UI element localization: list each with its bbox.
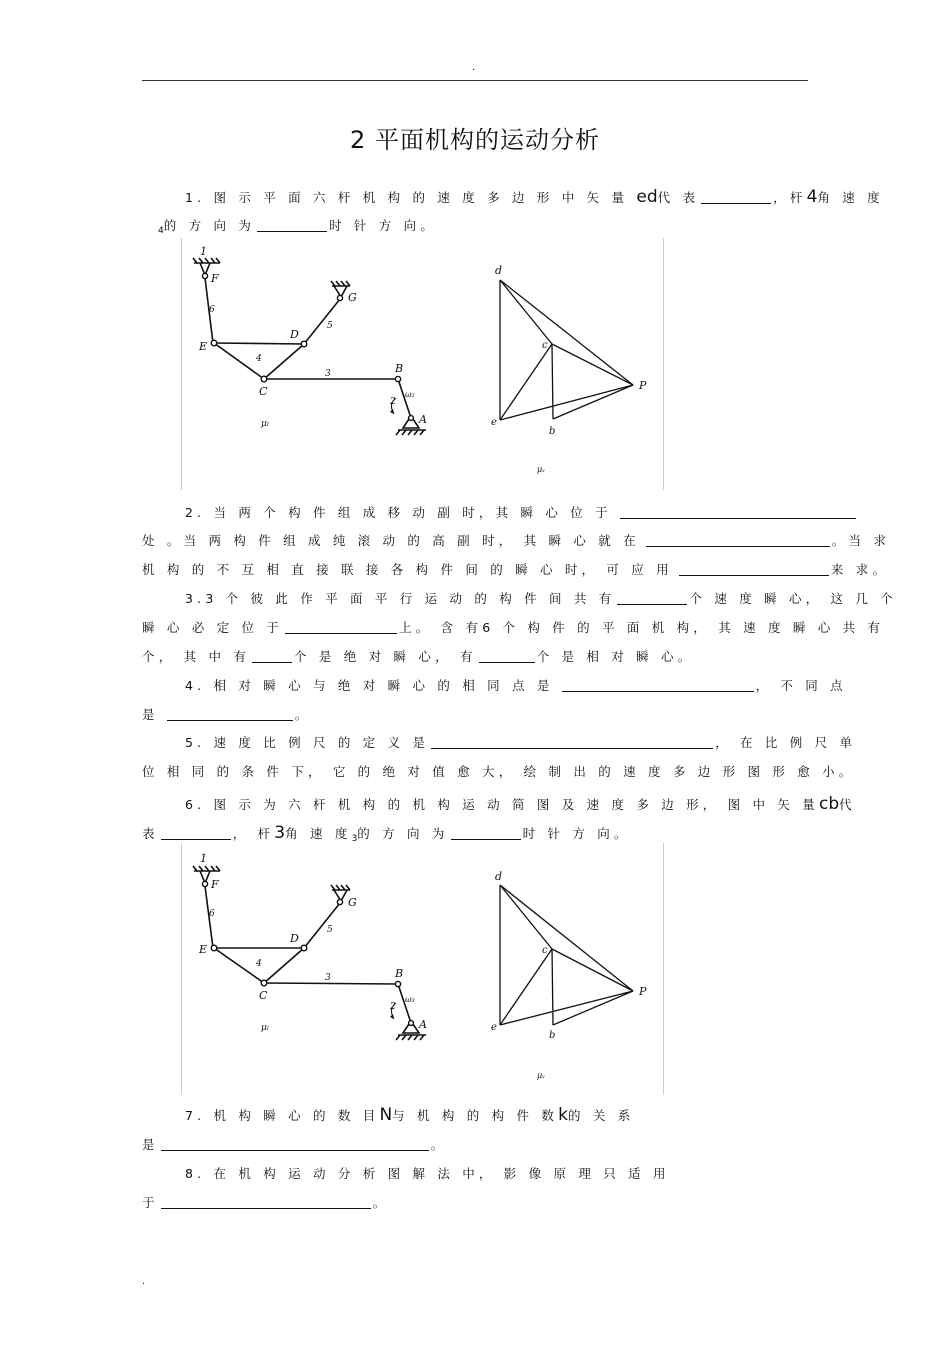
label-pe-b: e xyxy=(491,1022,497,1033)
label-pp-b: P xyxy=(639,985,647,998)
mechanism-diagram-1 xyxy=(182,238,663,490)
q7-text: 7. 机 构 瞬 心 的 数 目 xyxy=(185,1108,380,1123)
q6-text-d: ， 杆 xyxy=(232,826,275,841)
label-link-6-b: 6 xyxy=(209,909,215,919)
q2-line2 xyxy=(142,531,891,549)
q7-text-b: 与 机 构 的 构 件 数 xyxy=(392,1108,559,1123)
header-mark: . xyxy=(472,62,476,73)
q6-text-f: 的 方 向 为 xyxy=(357,826,449,841)
q3-text: 3.3 个 彼 此 作 平 面 平 行 运 动 的 构 件 间 共 有 xyxy=(185,591,616,606)
q7-text-c: 的 关 系 xyxy=(567,1108,635,1123)
footer-mark: . xyxy=(142,1276,146,1287)
q3-blank-3[interactable] xyxy=(252,650,292,663)
q3-line3 xyxy=(142,647,808,665)
label-pc-b: c xyxy=(542,945,548,956)
q5-blank-1[interactable] xyxy=(431,736,713,749)
label-G: G xyxy=(348,291,357,304)
label-mu-v: μᵥ xyxy=(537,465,546,474)
q6-text-c: 表 xyxy=(142,826,159,841)
q2-line1 xyxy=(185,503,808,521)
q5-line2 xyxy=(142,762,856,780)
q6-text-g: 时 针 方 向。 xyxy=(522,826,631,841)
label-D: D xyxy=(290,328,299,341)
q8-line2 xyxy=(142,1193,808,1211)
q2-blank-3[interactable] xyxy=(679,563,829,576)
label-link-4-b: 4 xyxy=(256,959,262,969)
q2-text-b: 处 。当 两 构 件 组 成 纯 滚 动 的 高 副 时， 其 瞬 心 就 在 xyxy=(142,533,640,548)
q1-text-c: ，杆 xyxy=(773,190,807,205)
q7-line2 xyxy=(142,1135,808,1153)
mechanism-diagram-2 xyxy=(182,843,663,1095)
q6-text-e: 角 速 度 xyxy=(285,826,352,841)
label-pb: b xyxy=(549,426,556,437)
figure-1 xyxy=(181,238,664,490)
label-C-b: C xyxy=(259,989,268,1002)
q4-line2 xyxy=(142,705,808,723)
q2-blank-2[interactable] xyxy=(646,534,830,547)
q1-subscript: 4 xyxy=(158,226,164,236)
label-A-b: A xyxy=(419,1018,427,1031)
q8-text-b: 于 xyxy=(142,1195,159,1210)
q4-blank-1[interactable] xyxy=(562,679,754,692)
label-pb-b: b xyxy=(549,1030,556,1041)
q1-blank-1[interactable] xyxy=(701,191,771,204)
q2-text: 2. 当 两 个 构 件 组 成 移 动 副 时，其 瞬 心 位 于 xyxy=(185,505,612,520)
q2-line3 xyxy=(142,560,890,578)
label-joint-1: 1 xyxy=(200,245,207,258)
q6-blank-1[interactable] xyxy=(161,827,231,840)
label-G-b: G xyxy=(348,896,357,909)
label-D-b: D xyxy=(290,932,299,945)
label-mu-l-b: μₗ xyxy=(261,1023,270,1033)
q3-line1 xyxy=(185,589,897,607)
label-omega2-b: ω₂ xyxy=(405,995,415,1004)
figure-2 xyxy=(181,843,664,1095)
q8-blank-1[interactable] xyxy=(161,1196,371,1209)
page-title: 2 平面机构的运动分析 xyxy=(350,126,600,154)
q3-text-f: 个 是 绝 对 瞬 心， 有 xyxy=(294,649,477,664)
q7-blank-1[interactable] xyxy=(161,1138,429,1151)
q2-text-d: 机 构 的 不 互 相 直 接 联 接 各 构 件 间 的 瞬 心 时， 可 应 用 xyxy=(142,562,673,577)
q6-link-number: 3 xyxy=(274,823,286,843)
q1-text-d: 角 速 度 xyxy=(817,190,884,205)
q4-line1 xyxy=(185,676,847,694)
label-F-b: F xyxy=(211,878,219,891)
q4-blank-2[interactable] xyxy=(167,708,293,721)
label-link-3: 3 xyxy=(325,369,331,379)
label-pc: c xyxy=(542,340,548,351)
label-link-5-b: 5 xyxy=(327,925,333,935)
q2-text-e: 来 求。 xyxy=(830,562,890,577)
label-link-3-b: 3 xyxy=(325,973,331,983)
q3-text-g: 个 是 相 对 瞬 心。 xyxy=(536,649,695,664)
q6-text-b: 代 xyxy=(839,797,856,812)
q1-text-b: 代 表 xyxy=(657,190,700,205)
q3-blank-1[interactable] xyxy=(617,592,687,605)
q7-text-e: 。 xyxy=(430,1137,448,1152)
q4-text-b: ， 不 同 点 xyxy=(755,678,847,693)
q1-text-e: 的 方 向 为 xyxy=(163,218,256,233)
q3-text-c: 瞬 心 必 定 位 于 xyxy=(142,620,284,635)
q6-line1 xyxy=(185,794,856,814)
label-A: A xyxy=(419,413,427,426)
velocity-polygon-1 xyxy=(500,280,633,420)
label-B: B xyxy=(395,362,404,375)
label-mu-v-b: μᵥ xyxy=(537,1071,546,1080)
q7-var-N: N xyxy=(379,1105,393,1125)
label-omega2: ω₂ xyxy=(405,390,415,399)
q3-text-b: 个 速 度 瞬 心， 这 几 个 xyxy=(689,591,897,606)
q8-text: 8. 在 机 构 运 动 分 析 图 解 法 中， 影 像 原 理 只 适 用 xyxy=(185,1166,670,1181)
label-link-5: 5 xyxy=(327,321,333,331)
q6-text: 6. 图 示 为 六 杆 机 构 的 机 构 运 动 简 图 及 速 度 多 边 形， 图 中 矢 量 xyxy=(185,797,819,812)
label-link-2: 2 xyxy=(390,397,396,407)
q3-blank-2[interactable] xyxy=(285,621,397,634)
q6-vector: cb xyxy=(819,794,840,814)
q1-vector: ed xyxy=(636,187,658,207)
q1-text: 1. 图 示 平 面 六 杆 机 构 的 速 度 多 边 形 中 矢 量 xyxy=(185,190,637,205)
q6-blank-2[interactable] xyxy=(451,827,521,840)
q8-text-c: 。 xyxy=(372,1195,390,1210)
q4-text: 4. 相 对 瞬 心 与 绝 对 瞬 心 的 相 同 点 是 xyxy=(185,678,554,693)
q3-text-e: 个， 其 中 有 xyxy=(142,649,251,664)
label-B-b: B xyxy=(395,967,404,980)
q3-line2 xyxy=(142,618,885,636)
q2-blank-1[interactable] xyxy=(620,506,856,519)
label-joint-1-b: 1 xyxy=(200,852,207,865)
label-link-2-b: 2 xyxy=(390,1002,396,1012)
q7-var-k: k xyxy=(558,1105,568,1125)
q1-line2 xyxy=(158,216,824,236)
header-rule xyxy=(142,80,808,81)
q4-text-c: 是 xyxy=(142,707,159,722)
label-mu-l: μₗ xyxy=(261,419,270,429)
label-F: F xyxy=(211,272,219,285)
q6-subscript: 3 xyxy=(351,834,358,844)
q8-line1 xyxy=(185,1164,808,1182)
label-link-4: 4 xyxy=(256,354,262,364)
label-link-6: 6 xyxy=(209,305,215,315)
label-pp: P xyxy=(639,379,647,392)
q1-line1 xyxy=(185,187,884,207)
q1-text-f: 时 针 方 向。 xyxy=(329,218,438,233)
velocity-polygon-2 xyxy=(500,885,633,1025)
label-pd-b: d xyxy=(495,870,503,883)
q7-text-d: 是 xyxy=(142,1137,159,1152)
q5-text-c: 位 相 同 的 条 件 下， 它 的 绝 对 值 愈 大， 绘 制 出 的 速 度 多 边 形 图 形 愈 小。 xyxy=(142,764,856,779)
q3-text-d: 上。 含 有6 个 构 件 的 平 面 机 构， 其 速 度 瞬 心 共 有 xyxy=(399,620,885,635)
q7-line1 xyxy=(185,1105,808,1125)
label-E: E xyxy=(199,340,208,353)
q3-blank-4[interactable] xyxy=(479,650,535,663)
label-pd: d xyxy=(495,264,503,277)
q5-text-b: ， 在 比 例 尺 单 xyxy=(715,735,857,750)
label-E-b: E xyxy=(199,943,208,956)
q1-blank-2[interactable] xyxy=(257,219,327,232)
q2-text-c: 。当 求 xyxy=(831,533,891,548)
q5-text: 5. 速 度 比 例 尺 的 定 义 是 xyxy=(185,735,430,750)
label-C: C xyxy=(259,385,268,398)
q1-link-number: 4 xyxy=(806,187,818,207)
q4-text-d: 。 xyxy=(294,707,312,722)
q6-line2 xyxy=(142,823,808,844)
label-pe: e xyxy=(491,417,497,428)
q5-line1 xyxy=(185,733,857,751)
